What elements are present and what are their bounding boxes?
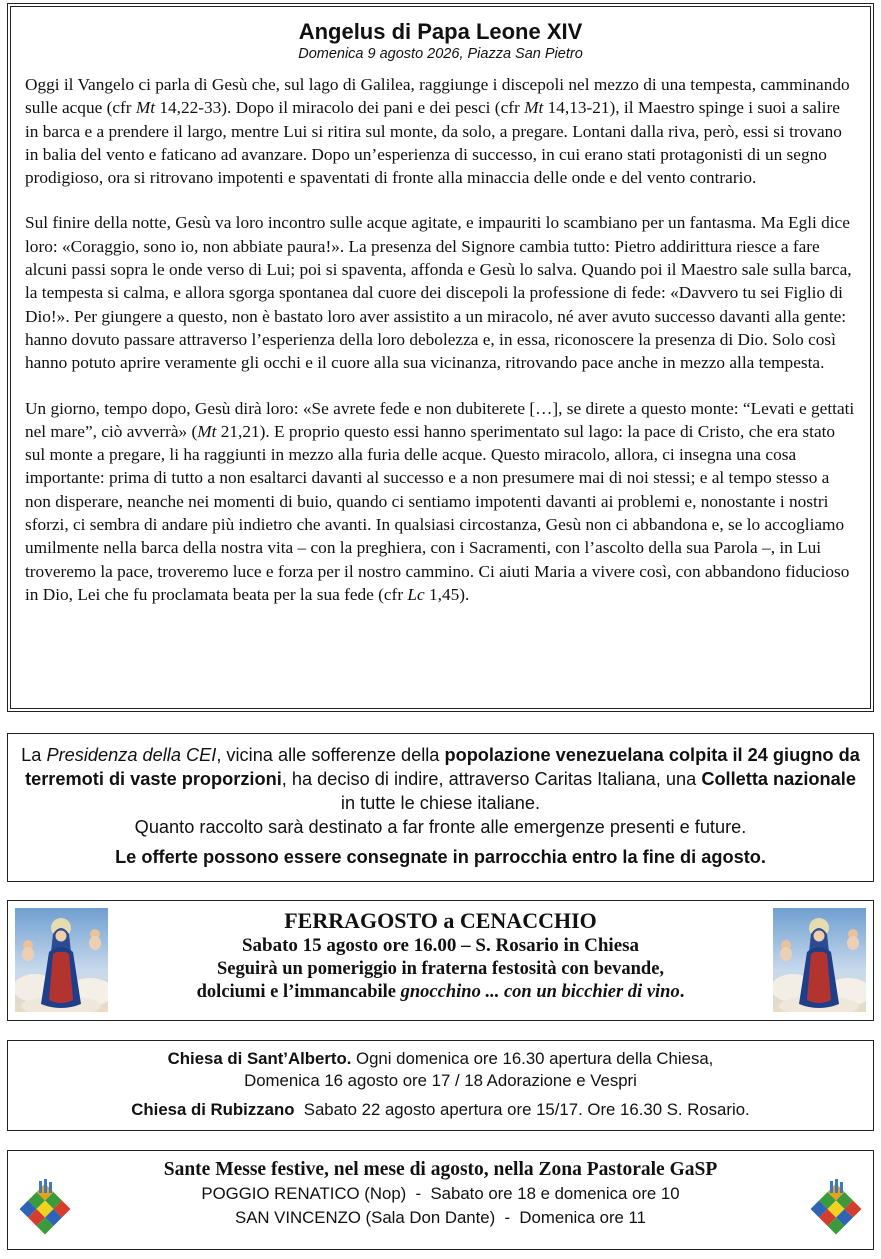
chiesa-sant-alberto-adorazione: Domenica 16 agosto ore 17 / 18 Adorazione e Vespri [244,1071,637,1090]
angelus-paragraph-3: Un giorno, tempo dopo, Gesù dirà loro: «Se avrete fede e non dubiterete […], se direte a questo monte: “Levati e gettati nel mare”, ciò avverrà» (Mt 21,21). E proprio questo essi hanno sperimentato sul lago: la pace di Cristo, che era stato sul monte a pregare, li ha raggiunti in mezzo alla furia delle acque. Questo miracolo, allora, ci insegna una cosa importante: prima di tutto a non esaltarci davanti al successo e a non presumere mai di noi stessi; e al tempo stesso a non disperare, neanche nei momenti di buio, quando ci sentiamo impotenti davanti ai problemi e, nonostante i nostri sforzi, ci sembra di andare più indietro che avanti. In qualsiasi circostanza, Gesù non ci abbandona e, se lo accogliamo umilmente nella barca della nostra vita – con la preghiera, con i Sacramenti, con l’ascolto della sua Parola –, in Lui troveremo la pace, troveremo luce e forza per il nostro cammino. Ci aiuti Maria a vivere così, con abbandono fiducioso in Dio, Lei che fu proclamata beata per la sua fede (cfr Lc 1,45). [25,398,855,604]
angelus-section [7,3,874,712]
angelus-subtitle: Domenica 9 agosto 2026, Piazza San Pietro [298,46,583,62]
messe-title: Sante Messe festive, nel mese di agosto, nella Zona Pastorale GaSP [163,1159,718,1180]
ferragosto-description: Seguirà un pomeriggio in fraterna festosità con bevande, dolciumi e l’immancabile gnocchino ... con un bicchier di vino. [196,959,685,1002]
ferragosto-title: FERRAGOSTO a CENACCHIO [284,908,597,933]
zona-pastorale-logo-icon [17,1179,73,1235]
messe-section [7,1150,874,1250]
ferragosto-section [7,900,874,1021]
angelus-title: Angelus di Papa Leone XIV [298,19,583,44]
ferragosto-schedule: Sabato 15 agosto ore 16.00 – S. Rosario in Chiesa [241,935,640,956]
chiesa-sant-alberto-line: Chiesa di Sant’Alberto. Ogni domenica ore 16.30 apertura della Chiesa, [167,1049,714,1068]
madonna-icon [15,908,108,1012]
madonna-icon [773,908,866,1012]
cei-text: La Presidenza della CEI, vicina alle sofferenze della popolazione venezuelana colpita il 24 giugno da terremoti di vaste proporzioni, ha deciso di indire, attraverso Caritas Italiana, una Colletta nazionale in tutte le chiese italiane. Quanto raccolto sarà destinato a far fronte alle emergenze presenti e future. [21,745,860,837]
chiese-section [7,1040,874,1131]
angelus-paragraph-1: Oggi il Vangelo ci parla di Gesù che, sul lago di Galilea, raggiunge i discepoli nel mezzo di una tempesta, camminando sulle acque (cfr Mt 14,22-33). Dopo il miracolo dei pani e dei pesci (cfr Mt 14,13-21), il Maestro spinge i suoi a salire in barca e a prendere il largo, mentre Lui si ritira sul monte, da solo, a pregare. Lontani dalla riva, però, essi si trovano in balia del vento e faticano ad avanzare. Dopo un’esperienza di successo, in cui erano stati protagonisti di un segno prodigioso, ora si ritrovano impotenti e spaventati di fronte alla minaccia delle onde e del vento contrario. [25,75,850,188]
messe-row-san-vincenzo: SAN VINCENZO (Sala Don Dante) - Domenica ore 11 [235,1208,646,1227]
angelus-paragraph-2: Sul finire della notte, Gesù va loro incontro sulle acque agitate, e impauriti lo scambiano per un fantasma. Ma Egli dice loro: «Coraggio, sono io, non abbiate paura!». La presenza del Signore cambia tutto: Pietro addirittura riesce a fare alcuni passi sopra le onde verso di Lui; poi si spaventa, affonda e Gesù lo salva. Quando poi il Maestro sale sulla barca, la tempesta si calma, e allora sgorga spontanea dal cuore dei discepoli la professione di fede: «Davvero tu sei Figlio di Dio!». Per giungere a questo, non è bastato loro aver assistito a un miracolo, né aver avuto successo davanti alla gente: hanno dovuto passare attraverso l’esperienza della loro debolezza e, in essa, riconoscere la presenza di Dio. Solo così hanno potuto aprire veramente gli occhi e il cuore alla sua vicinanza, ritrovando pace anche in mezzo alla tempesta. [25,213,852,373]
cei-notice [7,733,874,882]
chiesa-rubizzano-line: Chiesa di Rubizzano Sabato 22 agosto apertura ore 15/17. Ore 16.30 S. Rosario. [131,1100,750,1119]
messe-row-poggio: POGGIO RENATICO (Nop) - Sabato ore 18 e domenica ore 10 [201,1184,680,1203]
zona-pastorale-logo-icon [808,1179,864,1235]
cei-offer-note: Le offerte possono essere consegnate in parrocchia entro la fine di agosto. [115,847,766,867]
